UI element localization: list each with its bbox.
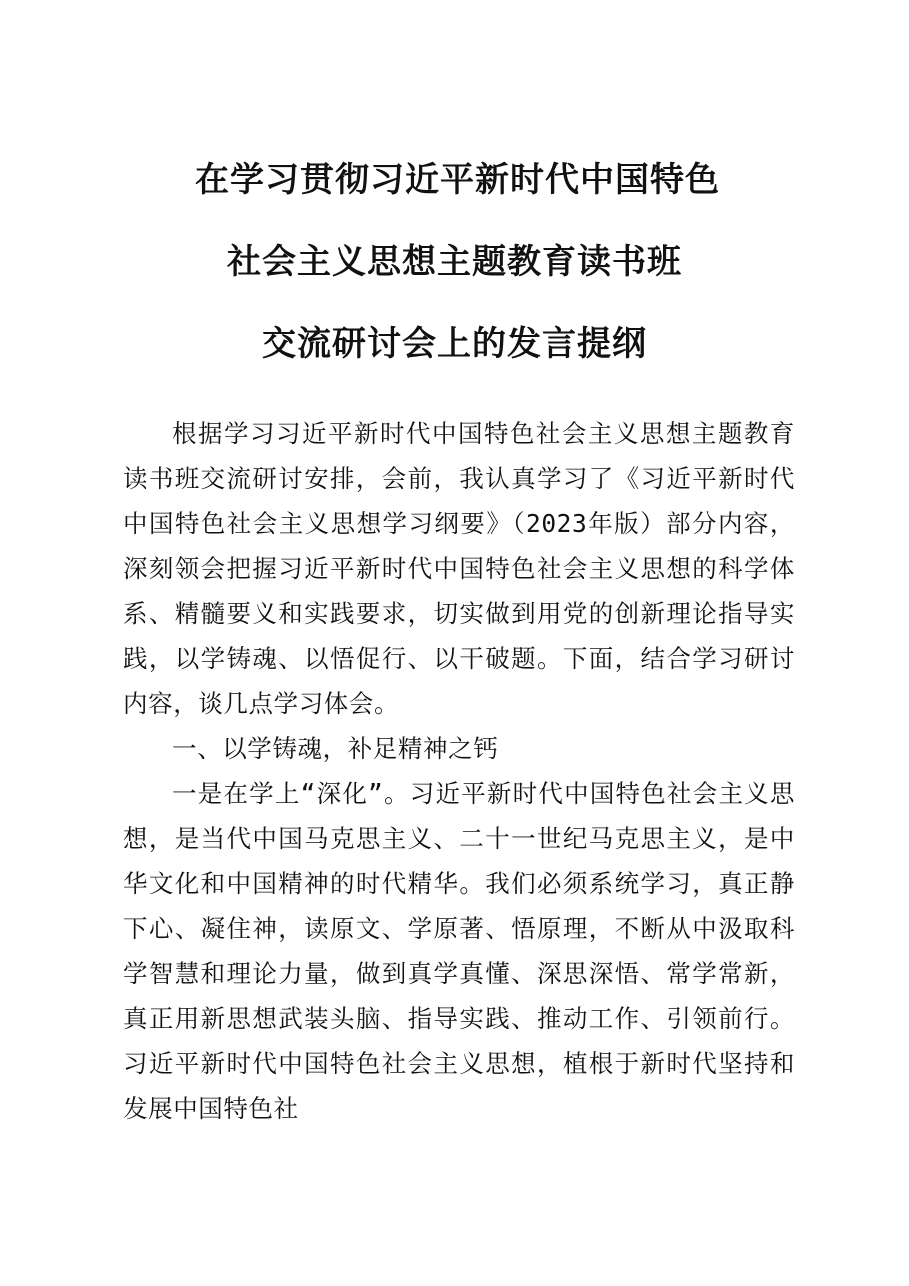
document-title	[0, 160, 909, 406]
intro-paragraph: 根据学习习近平新时代中国特色社会主义思想主题教育读书班交流研讨安排，会前，我认真学习了《习近平新时代中国特色社会主义思想学习纲要》（2023年版）部分内容，深刻领会把握习近平新时代中国特色社会主义思想的科学体系、精髓要义和实践要求，切实做到用党的创新理论指导实践，以学铸魂、以悟促行、以干破题。下面，结合学习研讨内容，谈几点学习体会。	[123, 419, 795, 718]
document-body	[123, 411, 795, 1131]
body-paragraph-1: 一是在学上“深化”。习近平新时代中国特色社会主义思想，是当代中国马克思主义、二十一世纪马克思主义，是中华文化和中国精神的时代精华。我们必须系统学习，真正静下心、凝住神，读原文、学原著、悟原理，不断从中汲取科学智慧和理论力量，做到真学真懂、深思深悟、常学常新，真正用新思想武装头脑、指导实践、推动工作、引领前行。习近平新时代中国特色社会主义思想，植根于新时代坚持和发展中国特色社	[123, 779, 795, 1123]
title-line-3: 交流研讨会上的发言提纲	[262, 324, 647, 364]
title-line-1: 在学习贯彻习近平新时代中国特色	[195, 160, 720, 200]
title-line-2: 社会主义思想主题教育读书班	[227, 242, 682, 282]
section-heading-1: 一、以学铸魂，补足精神之钙	[172, 734, 499, 763]
